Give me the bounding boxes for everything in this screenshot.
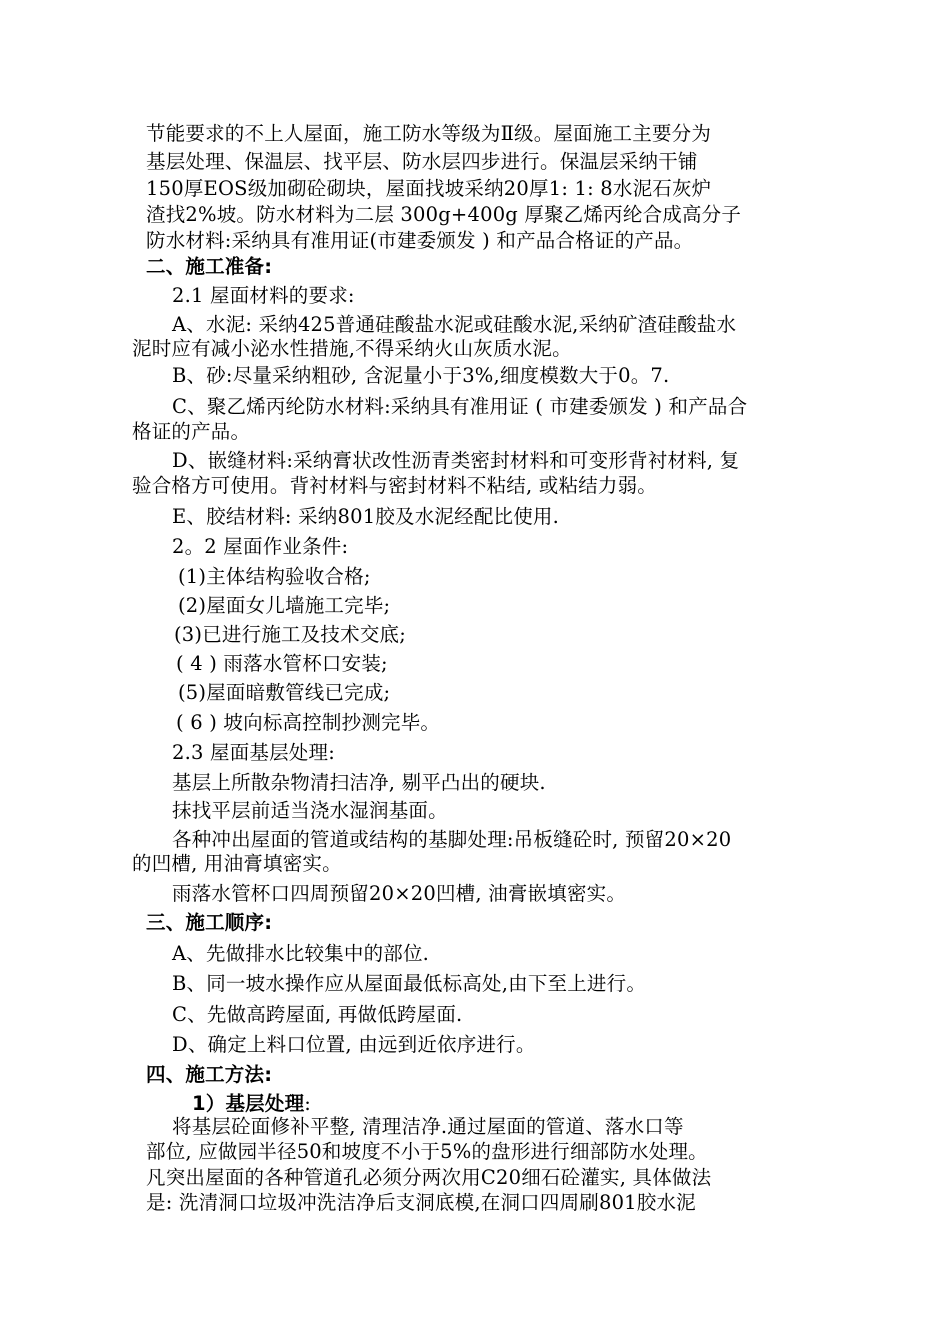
subheading-4-1-colon: :: [304, 1092, 312, 1115]
condition-item-4: ( 4 ) 雨落水管杯口安装;: [176, 652, 388, 675]
intro-line-1: 节能要求的不上人屋面，施工防水等级为Ⅱ级。屋面施工主要分为: [146, 122, 712, 145]
material-line-8: E、胶结材料: 采纳801胶及水泥经配比使用.: [172, 505, 560, 528]
base-line-2: 抹找平层前适当浇水湿润基面。: [172, 799, 448, 822]
method-line-2: 部位, 应做园半径50和坡度不小于5%的盘形进行细部防水处理。: [146, 1140, 708, 1163]
method-line-1: 将基层砼面修补平整, 清理洁净.通过屋面的管道、落水口等: [172, 1115, 684, 1138]
section-heading-3: 三、施工顺序:: [146, 911, 273, 934]
base-line-5: 雨落水管杯口四周预留20×20凹槽, 油膏嵌填密实。: [172, 882, 627, 905]
condition-item-5: (5)屋面暗敷管线已完成;: [178, 681, 391, 704]
order-item-4: D、确定上料口位置, 由远到近依序进行。: [172, 1033, 536, 1056]
intro-line-2: 基层处理、保温层、找平层、防水层四步进行。保温层采纳干铺: [146, 150, 698, 173]
subheading-4-1-label: 1）基层处理: [192, 1092, 305, 1115]
condition-item-2: (2)屋面女儿墙施工完毕;: [178, 594, 391, 617]
method-line-4: 是: 洗清洞口垃圾冲洗洁净后支洞底模,在洞口四周刷801胶水泥: [146, 1191, 696, 1214]
subheading-2-2: 2。2 屋面作业条件:: [172, 535, 349, 558]
subheading-2-3: 2.3 屋面基层处理:: [172, 741, 335, 764]
section-heading-2: 二、施工准备:: [146, 255, 273, 278]
base-line-3: 各种冲出屋面的管道或结构的基脚处理:吊板缝砼时, 预留20×20: [172, 828, 732, 851]
order-item-1: A、先做排水比较集中的部位.: [172, 942, 430, 965]
material-line-3: B、砂:尽量采纳粗砂, 含泥量小于3%,细度模数大于0。7.: [172, 364, 670, 387]
order-item-2: B、同一坡水操作应从屋面最低标高处,由下至上进行。: [172, 972, 647, 995]
base-line-1: 基层上所散杂物清扫洁净, 剔平凸出的硬块.: [172, 771, 546, 794]
base-line-4: 的凹槽, 用油膏填密实。: [132, 852, 342, 875]
material-line-7: 验合格方可使用。背衬材料与密封材料不粘结, 或粘结力弱。: [132, 474, 657, 497]
condition-item-3: (3)已进行施工及技术交底;: [174, 623, 406, 646]
condition-item-1: (1)主体结构验收合格;: [178, 565, 371, 588]
material-line-4: C、聚乙烯丙纶防水材料:采纳具有准用证 ( 市建委颁发 ) 和产品合: [172, 395, 748, 418]
material-line-6: D、嵌缝材料:采纳膏状改性沥青类密封材料和可变形背衬材料, 复: [172, 449, 740, 472]
intro-line-3: 150厚EOS级加砌砼砌块，屋面找坡采纳20厚1: 1: 8水泥石灰炉: [146, 177, 712, 200]
method-line-3: 凡突出屋面的各种管道孔必须分两次用C20细石砼灌实, 具体做法: [146, 1166, 712, 1189]
condition-item-6: ( 6 ) 坡向标高控制抄测完毕。: [176, 711, 441, 734]
material-line-5: 格证的产品。: [132, 420, 251, 443]
intro-line-4: 渣找2%坡。防水材料为二层 300g+400g 厚聚乙烯丙纶合成高分子: [146, 203, 742, 226]
order-item-3: C、先做高跨屋面, 再做低跨屋面.: [172, 1003, 463, 1026]
intro-line-5: 防水材料:采纳具有准用证(市建委颁发 ) 和产品合格证的产品。: [146, 229, 694, 252]
subheading-4-1: [192, 1092, 311, 1116]
section-heading-4: 四、施工方法:: [146, 1063, 273, 1086]
subheading-2-1: 2.1 屋面材料的要求:: [172, 284, 355, 307]
material-line-2: 泥时应有减小泌水性措施,不得采纳火山灰质水泥。: [132, 337, 572, 360]
material-line-1: A、水泥: 采纳425普通硅酸盐水泥或硅酸水泥,采纳矿渣硅酸盐水: [172, 313, 737, 336]
